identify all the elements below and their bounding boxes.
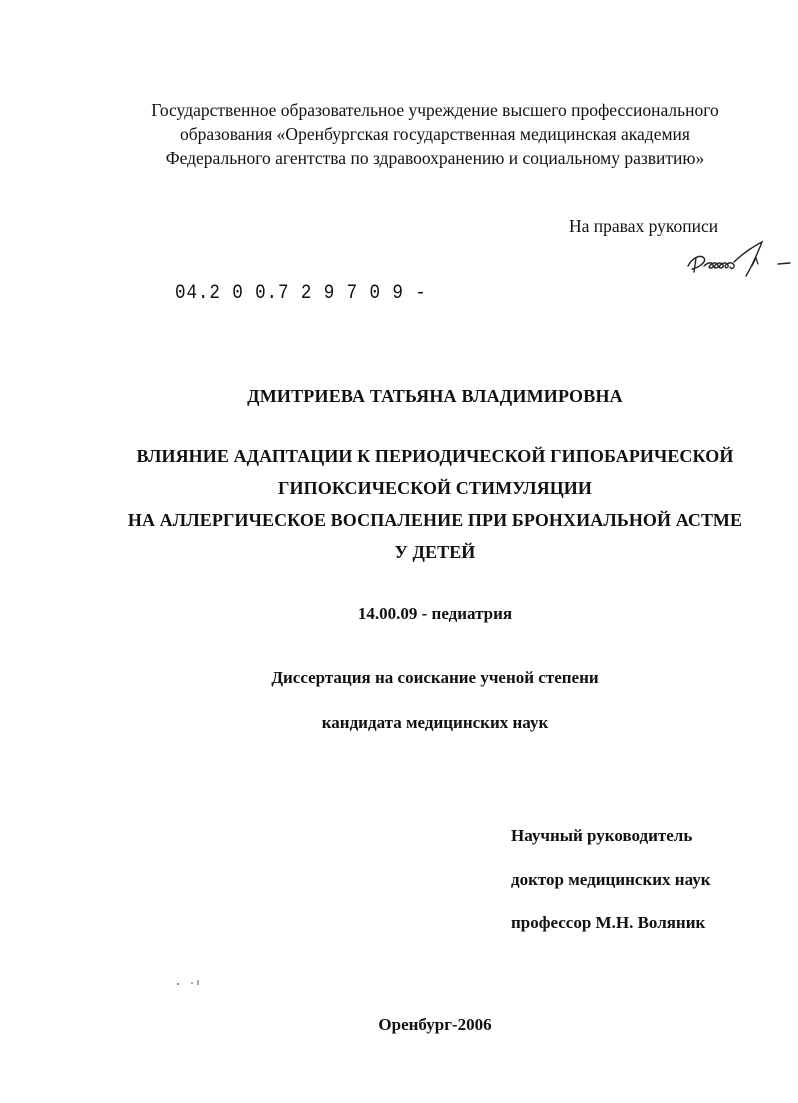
supervisor-role: Научный руководитель bbox=[511, 826, 693, 845]
place-and-year: Оренбург-2006 bbox=[378, 1015, 492, 1034]
handwritten-signature bbox=[682, 236, 794, 280]
dissertation-title-line-4: У ДЕТЕЙ bbox=[394, 542, 476, 562]
author-name: ДМИТРИЕВА ТАТЬЯНА ВЛАДИМИРОВНА bbox=[247, 386, 623, 406]
institution-line-3: Федерального агентства по здравоохранению и социальному развитию» bbox=[165, 148, 705, 168]
dissertation-title-line-1: ВЛИЯНИЕ АДАПТАЦИИ К ПЕРИОДИЧЕСКОЙ ГИПОБАРИЧЕСКОЙ bbox=[136, 446, 734, 466]
institution-line-1: Государственное образовательное учреждение высшего профессионального bbox=[151, 100, 719, 120]
archive-stamp-number: 04.2 0 0.7 2 9 7 0 9 - bbox=[175, 282, 427, 305]
supervisor-degree: доктор медицинских наук bbox=[511, 870, 711, 889]
manuscript-rights-note: На правах рукописи bbox=[569, 216, 719, 236]
dissertation-title-line-3: НА АЛЛЕРГИЧЕСКОЕ ВОСПАЛЕНИЕ ПРИ БРОНХИАЛЬНОЙ АСТМЕ bbox=[127, 510, 743, 530]
scan-speck-marks bbox=[175, 978, 205, 988]
supervisor-name: профессор М.Н. Воляник bbox=[511, 913, 706, 932]
degree-statement-line-2: кандидата медицинских наук bbox=[321, 713, 549, 732]
degree-statement-line-1: Диссертация на соискание ученой степени bbox=[271, 668, 599, 687]
specialty-code: 14.00.09 - педиатрия bbox=[357, 604, 513, 623]
dissertation-title-line-2: ГИПОКСИЧЕСКОЙ СТИМУЛЯЦИИ bbox=[277, 478, 593, 498]
institution-line-2: образования «Оренбургская государственная медицинская академия bbox=[180, 124, 690, 144]
